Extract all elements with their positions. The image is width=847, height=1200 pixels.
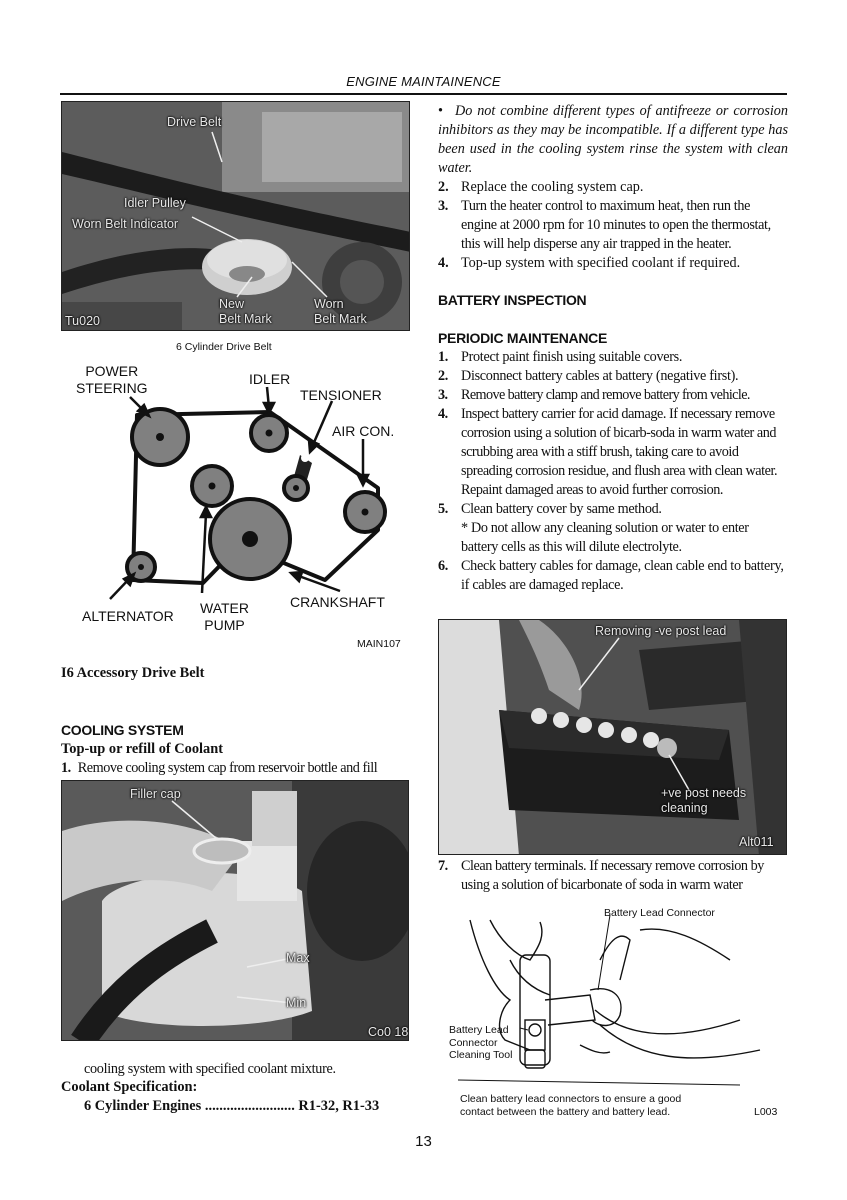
connector-figure-caption: Clean battery lead connectors to ensure a good contact between the battery and battery lead. xyxy=(460,1093,682,1119)
step-text: Turn the heater control to maximum heat, then run the engine at 2000 rpm for 10 minutes to open the thermostat, this will help disperse any air trapped in the heater. xyxy=(461,198,771,252)
figure-title: I6 Accessory Drive Belt xyxy=(61,665,205,681)
step-text: Disconnect battery cables at battery (negative first). xyxy=(461,368,739,384)
step-text: Replace the cooling system cap. xyxy=(461,179,644,195)
step-text: Clean battery terminals. If necessary remove corrosion by using a solution of bicarbonate of soda in warm water xyxy=(461,858,764,893)
topup-title: Top-up or refill of Coolant xyxy=(61,741,224,757)
antifreeze-note xyxy=(438,102,788,178)
battery-note: * Do not allow any cleaning solution or water to enter battery cells as this will dilute electrolyte. xyxy=(461,520,749,555)
connector-cleaning-figure xyxy=(440,900,785,1125)
photo-code: Tu020 xyxy=(65,314,100,328)
cooling-step-1 xyxy=(61,759,421,778)
label-min: Min xyxy=(286,996,307,1010)
list-item xyxy=(438,386,788,405)
header-rule xyxy=(60,93,787,95)
step-number: 7. xyxy=(438,858,448,874)
label-positive-post: +ve post needs cleaning xyxy=(661,786,747,815)
list-item xyxy=(438,500,788,519)
label-filler-cap: Filler cap xyxy=(130,787,181,801)
step-number: 6. xyxy=(438,558,449,574)
label-max: Max xyxy=(286,951,310,965)
list-item xyxy=(438,367,788,386)
label-crankshaft: CRANKSHAFT xyxy=(290,594,385,610)
step-number: 4. xyxy=(438,406,448,422)
page-number: 13 xyxy=(415,1133,432,1150)
label-water-pump: WATER PUMP xyxy=(200,600,249,633)
battery-step-7 xyxy=(438,857,790,895)
photo-code: Co0 18 xyxy=(368,1025,409,1039)
coolant-photo-art xyxy=(62,781,409,1041)
battery-photo xyxy=(438,619,787,855)
step-text: Top-up system with specified coolant if required. xyxy=(461,255,741,271)
list-item xyxy=(438,197,788,254)
battery-steps-list xyxy=(438,348,788,595)
step-number: 3. xyxy=(438,198,448,214)
battery-inspection-title: BATTERY INSPECTION xyxy=(438,292,587,308)
label-removing-lead: Removing -ve post lead xyxy=(595,624,727,638)
coolant-reservoir-photo xyxy=(61,780,409,1041)
cooling-system-title: COOLING SYSTEM xyxy=(61,722,184,738)
coolant-spec-title: Coolant Specification: xyxy=(61,1079,198,1095)
diagram-code: MAIN107 xyxy=(357,638,401,650)
step-number: 2. xyxy=(438,179,449,195)
label-alternator: ALTERNATOR xyxy=(82,608,174,624)
drive-belt-caption: 6 Cylinder Drive Belt xyxy=(176,341,272,353)
drive-belt-photo xyxy=(61,101,410,331)
list-item xyxy=(438,557,788,595)
list-item xyxy=(438,857,790,895)
periodic-maintenance-title: PERIODIC MAINTENANCE xyxy=(438,330,608,346)
running-header: ENGINE MAINTAINENCE xyxy=(346,74,501,89)
label-cleaning-tool: Battery Lead Connector Cleaning Tool xyxy=(449,1024,513,1062)
antifreeze-note-text: Do not combine different types of antifreeze or corrosion inhibitors as they may be incompatible. If a different type has been used in the cooling system rinse the system with clean water. xyxy=(438,103,788,176)
battery-photo-art xyxy=(439,620,787,855)
label-new-belt-mark: New Belt Mark xyxy=(219,297,272,326)
label-battery-lead-connector: Battery Lead Connector xyxy=(604,907,715,919)
list-item xyxy=(438,178,788,197)
cooling-step-1-continued: cooling system with specified coolant mixture. xyxy=(84,1061,336,1077)
cooling-steps-list xyxy=(438,178,788,273)
label-worn-belt-mark: Worn Belt Mark xyxy=(314,297,367,326)
label-idler-pulley: Idler Pulley xyxy=(124,196,186,210)
step-text: Protect paint finish using suitable covers. xyxy=(461,349,683,365)
step-text: Remove battery clamp and remove battery from vehicle. xyxy=(461,387,750,403)
photo-code: Alt011 xyxy=(739,835,774,849)
list-item xyxy=(438,348,788,367)
step-number: 2. xyxy=(438,368,449,384)
step-number: 5. xyxy=(438,501,449,517)
label-tensioner: TENSIONER xyxy=(300,387,382,403)
step-text: Inspect battery carrier for acid damage. If necessary remove corrosion using a solution of bicarb-soda in warm water and scrubbing area with a stiff brush, taking care to avoid spreading corrosion residue, and flush area with clean water. Repaint damaged areas to avoid further corrosion. xyxy=(461,406,778,498)
step-number: 3. xyxy=(438,387,448,403)
label-air-con: AIR CON. xyxy=(332,423,395,439)
step-text: Clean battery cover by same method. xyxy=(461,501,662,517)
coolant-spec-line: 6 Cylinder Engines ......................... R1-32, R1-33 xyxy=(84,1098,380,1114)
step-number: 1. xyxy=(438,349,449,365)
label-idler: IDLER xyxy=(249,371,291,387)
figure-code: L003 xyxy=(754,1106,778,1118)
step-text: Remove cooling system cap from reservoir bottle and fill xyxy=(77,760,378,776)
list-item xyxy=(438,405,788,500)
bullet-icon: • xyxy=(438,103,443,119)
belt-routing-diagram xyxy=(60,355,410,655)
step-text: Check battery cables for damage, clean cable end to battery, if cables are damaged replace. xyxy=(461,558,784,593)
label-power-steering: POWER STEERING xyxy=(76,363,148,396)
label-worn-belt-indicator: Worn Belt Indicator xyxy=(72,217,179,231)
step-number: 1. xyxy=(61,760,71,776)
label-drive-belt: Drive Belt xyxy=(167,115,222,129)
step-number: 4. xyxy=(438,255,449,271)
list-item xyxy=(438,254,788,273)
